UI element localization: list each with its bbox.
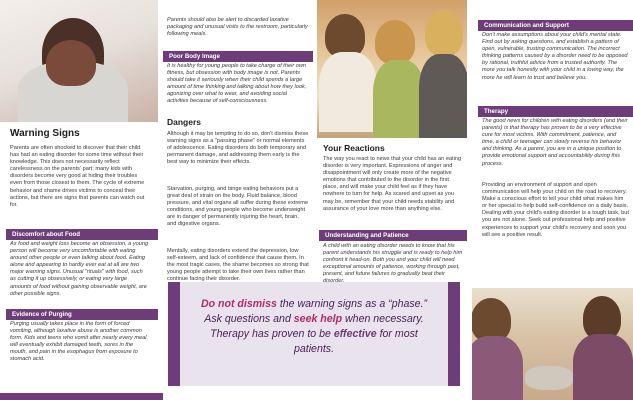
understanding-patience-heading: Understanding and Patience [319,230,467,241]
your-reactions-text: The way you react to news that your child has an eating disorder is very important. Expressions of anger and disappointment will only create more of the negative emotions that contributed to the disorder in the first place, and will make your child feel as if they have nowhere to turn for help. As scared and upset as you may be, remember that your child needs stability and assurance of your love more than anything else. [323,156,462,212]
panel-warning-signs [0,0,158,400]
panel-communication-therapy [472,0,633,400]
footer-accent-stripe [0,393,163,400]
quote-segment-2: the warning signs as a “phase.” Ask questions and [204,298,428,325]
therapy-paragraph-1: The good news for children with eating disorders (and their parents) is that therapy has proven to be a very effective cure for most victims. With commitment, patience, and time, a child or teenager can slowly reverse his behavior and thinking. As a parent, you are in a unique position to provide emotional support and accountability during this process. [482,118,628,167]
quote-emphasis-effective: effective [333,328,377,340]
understanding-patience-text: A child with an eating disorder needs to know that his parent understands his struggle and is ready to help him confront it head-on. Both you and your child will need exceptional amounts of patience, working through past, present, and future failures to gradually beat their [323,243,463,278]
your-reactions-heading: Your Reactions [323,143,385,153]
photo-distressed-teen [0,0,158,122]
dangers-paragraph-1: Although it may be tempting to do so, don't dismiss these warning signs as a "passing phase" or normal elements of adolescence. Eating disorders do both temporary and permanent damage, and addressing them early is the best way to minimize their effects. [167,131,309,166]
quote-segment-6: for most patients. [293,328,418,355]
therapy-paragraph-2: Providing an environment of support and open communication will help your child on the road to recovery. Make a conscious effort to tell your child what makes him or her special to help build self-confidence on a daily basis. Dealing with your child's eating disorder is a tough task, but you are not alone. Seek out professional help and positive experiences to support your child's recovery and soon you will see a positive result. [482,182,629,238]
pull-quote-text [180,282,448,357]
photo-family-together [317,0,467,138]
dangers-paragraph-2: Starvation, purging, and binge eating behaviors put a great deal of strain on the body. Fluid balance, blood pressure, and vital organs all suffer during these extreme conditions, and young people who become underweight are in danger of permanently injuring the heart, brain, and digestive organs. [167,186,309,228]
discomfort-about-food-text: As food and weight loss become an obsession, a young person will become very uncomfortable with eating around other people or even talking about food. Eating alone and appearing to hardly ever eat at all are two major warning signs. Unusual "rituals" with food, such as cutting it up obsessively, or eating very large amounts of food without gaining observable weight, are other possible signs. [10,241,149,297]
laxative-note-text: Parents should also be alert to discarded laxative packaging and unusual visits to the restroom, particularly following meals. [167,17,308,38]
warning-signs-text: Parents are often shocked to discover that their child has had an eating disorder for some time without their knowledge. This does not necessarily reflect carelessness on the parents' part; many kids with disorders become very good at hiding their troubles even from those closest to them. The cycle of extreme behavior and shame drives victims to conceal their actions, but there are signs that parents can watch out for. [10,145,145,208]
poor-body-image-heading: Poor Body Image [163,51,313,62]
pull-quote-box [168,282,460,386]
quote-emphasis-do-not-dismiss: Do not dismiss [200,298,277,310]
therapy-heading: Therapy [478,106,633,117]
photo-mother-daughter-cooking [472,288,633,400]
communication-support-text: Don't make assumptions about your child's mental state. Find out by asking questions, and establish a pattern of open, vulnerable, trusting communication. The incorrect thinking patterns caused by a disorder need to be opposed by rational, truthful advice from a trusted authority. The more you talk honestly with your child in a loving way, the more he will learn to trust and believe you. [482,32,628,81]
poor-body-image-text: It is healthy for young people to take charge of their own fitness, but obsession with body image is not. Parents should take it seriously when their child spends a large amount of time thinking and talking about how they look, agonizing over what to wear, and avoiding social activities because of self-consciousness. [167,63,307,105]
quote-segment-4: when necessary. Therapy has proven to be [210,313,424,340]
dangers-paragraph-3: Mentally, eating disorders extend the depression, low self-esteem, and lack of confidence that cause them. In the most tragic cases, the shame becomes so strong that young people attempt to take their own lives rather than continue facing their disorder. [167,248,309,283]
communication-support-heading: Communication and Support [478,20,633,31]
quote-emphasis-seek-help: seek help [293,313,343,325]
discomfort-about-food-heading: Discomfort about Food [6,229,158,240]
dangers-heading: Dangers [167,117,202,127]
evidence-of-purging-heading: Evidence of Purging [6,309,158,320]
warning-signs-heading: Warning Signs [10,128,80,139]
evidence-of-purging-text: Purging usually takes place in the form of forced vomiting, although laxative abuse is another common form. Kids and teens who vomit after nearly every meal will eventually exhibit damaged teeth, sores in the mouth, and pain in the esophagus from exposure to stomach acid. [10,321,147,363]
